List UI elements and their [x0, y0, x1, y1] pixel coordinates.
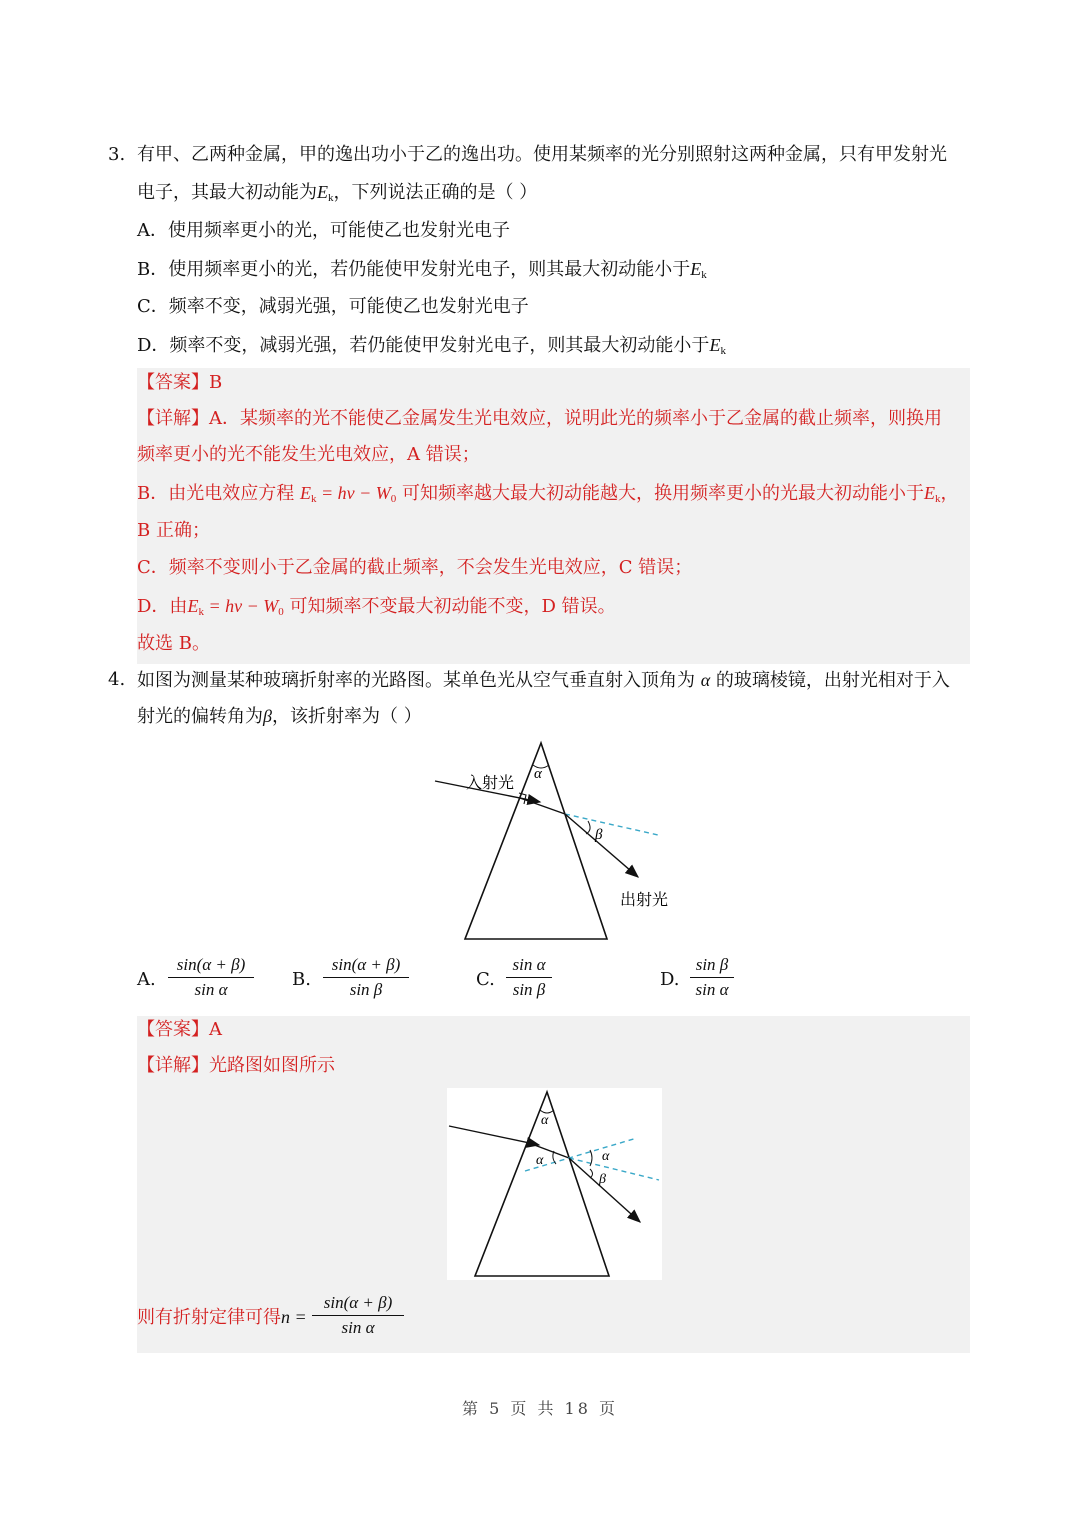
- option-d-letter: D.: [660, 969, 680, 990]
- question-3-detail-line5: C．频率不变则小于乙金属的截止频率，不会发生光电效应，C 错误；: [137, 557, 693, 578]
- page-footer: 第 5 页 共 18 页: [462, 1399, 618, 1418]
- option-c-fraction: sin α sin β: [506, 954, 552, 1001]
- question-4-conclusion: 则有折射定律可得n =: [137, 1307, 307, 1328]
- question-3-detail-line1: 【详解】A．某频率的光不能使乙金属发生光电效应，说明此光的频率小于乙金属的截止频率，则换用: [137, 408, 942, 429]
- solution-alpha-top: α: [541, 1113, 549, 1128]
- question-3-option-a: A．使用频率更小的光，可能使乙也发射光电子: [137, 220, 510, 241]
- beta-label: β: [595, 827, 603, 843]
- option-b-letter: B.: [292, 969, 311, 990]
- question-4-detail: 【详解】光路图如图所示: [137, 1055, 335, 1076]
- solution-beta: β: [599, 1172, 606, 1187]
- question-3-option-d: D．频率不变，减弱光强，若仍能使甲发射光电子，则其最大初动能小于$E_k$: [137, 335, 726, 357]
- question-3-option-b: B．使用频率更小的光，若仍能使甲发射光电子，则其最大初动能小于$E_k$: [137, 259, 707, 281]
- option-b-fraction: sin(α + β) sin β: [323, 954, 409, 1001]
- solution-figure: [447, 1088, 662, 1280]
- normal-extension-dashed: [565, 814, 658, 835]
- question-4-number: 4.: [108, 669, 126, 690]
- question-3-answer: 【答案】B: [137, 372, 223, 393]
- question-3-detail-line3: B．由光电效应方程 $E_k = h\nu - W_0$ 可知频率越大最大初动能越大，换用频率更小的光最大初动能小于$E_k$，: [137, 483, 959, 505]
- question-3-stem-line2: 电子，其最大初动能为$E_k$，下列说法正确的是（ ）: [137, 182, 538, 204]
- outgoing-light-label: 出射光: [620, 890, 669, 909]
- question-3-number: 3.: [108, 144, 126, 165]
- solution-alpha-left: α: [536, 1153, 544, 1168]
- solution-alpha-right: α: [602, 1149, 610, 1164]
- option-c-letter: C.: [476, 969, 495, 990]
- question-3-detail-line7: 故选 B。: [137, 633, 210, 654]
- option-a-fraction: sin(α + β) sin α: [168, 954, 254, 1001]
- alpha-label: α: [534, 766, 542, 782]
- question-4-stem-line2: 射光的偏转角为β，该折射率为（ ）: [137, 706, 422, 727]
- option-a-letter: A.: [137, 969, 156, 990]
- incident-light-label: 入射光: [466, 773, 515, 792]
- question-3-stem-line1: 有甲、乙两种金属，甲的逸出功小于乙的逸出功。使用某频率的光分别照射这两种金属，只有甲发射光: [137, 144, 947, 165]
- conclusion-fraction: sin(α + β) sin α: [312, 1292, 404, 1339]
- question-4-answer: 【答案】A: [137, 1019, 222, 1040]
- inner-ray: [520, 798, 565, 814]
- question-3-detail-line6: D．由$E_k = h\nu - W_0$ 可知频率不变最大初动能不变，D 错误。: [137, 596, 616, 618]
- question-4-stem-line1: 如图为测量某种玻璃折射率的光路图。某单色光从空气垂直射入顶角为 α 的玻璃棱镜，出射光相对于入: [137, 670, 950, 691]
- option-d-fraction: sin β sin α: [690, 954, 734, 1001]
- question-3-detail-line4: B 正确；: [137, 520, 210, 541]
- prism-figure: [420, 735, 680, 945]
- question-3-detail-line2: 频率更小的光不能发生光电效应，A 错误；: [137, 444, 480, 465]
- question-3-option-c: C．频率不变，减弱光强，可能使乙也发射光电子: [137, 296, 529, 317]
